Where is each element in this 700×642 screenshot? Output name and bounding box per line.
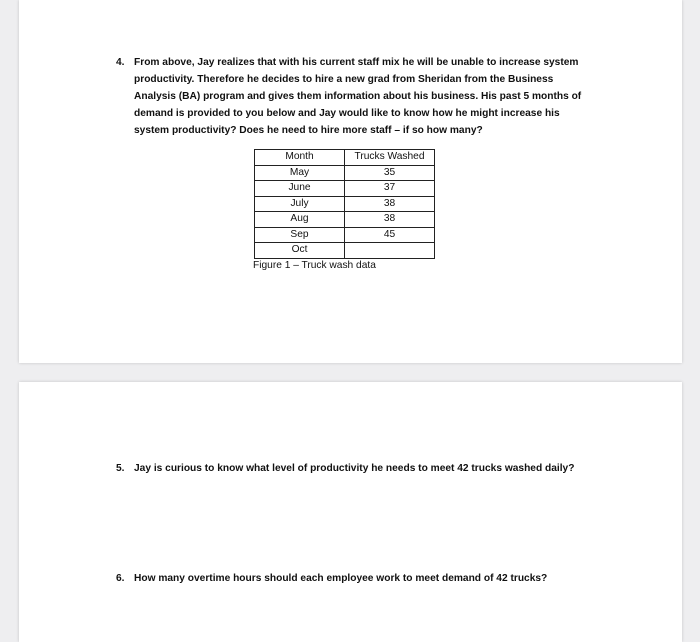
document-page-2 [19,382,682,642]
question-4-text: From above, Jay realizes that with his current staff mix he will be unable to increase system productivity. Therefore he decides to hire a new grad from Sheridan from the Business Analysis (BA) program and gives them information about his business. His past 5 months of demand is provided to you below and Jay would like to know how he might increase his system productivity? Does he need to hire more staff – if so how many? [134,57,582,136]
table-header-row [255,150,435,166]
document-page-1 [19,0,682,363]
question-6-number: 6. [116,573,125,584]
table-cell-trucks: 38 [345,196,435,212]
table-header-trucks-washed: Trucks Washed [345,150,435,166]
question-4-number: 4. [116,57,125,68]
table-cell-month: Aug [255,212,345,228]
table-cell-month: June [255,181,345,197]
table-cell-trucks: 38 [345,212,435,228]
table-cell-trucks: 35 [345,165,435,181]
table-cell-month: May [255,165,345,181]
table-row [255,243,435,259]
table-cell-month: Sep [255,227,345,243]
table-cell-trucks: 45 [345,227,435,243]
table-row [255,227,435,243]
figure-caption: Figure 1 – Truck wash data [253,260,376,271]
table-cell-trucks [345,243,435,259]
table-row [255,165,435,181]
truck-wash-table [254,149,435,259]
table-row [255,196,435,212]
table-cell-trucks: 37 [345,181,435,197]
question-5-text: Jay is curious to know what level of productivity he needs to meet 42 trucks washed daily? [134,463,575,474]
table-header-month: Month [255,150,345,166]
table-cell-month: Oct [255,243,345,259]
question-5-number: 5. [116,463,125,474]
table-row [255,181,435,197]
question-6-text: How many overtime hours should each employee work to meet demand of 42 trucks? [134,573,548,584]
table-row [255,212,435,228]
table-cell-month: July [255,196,345,212]
